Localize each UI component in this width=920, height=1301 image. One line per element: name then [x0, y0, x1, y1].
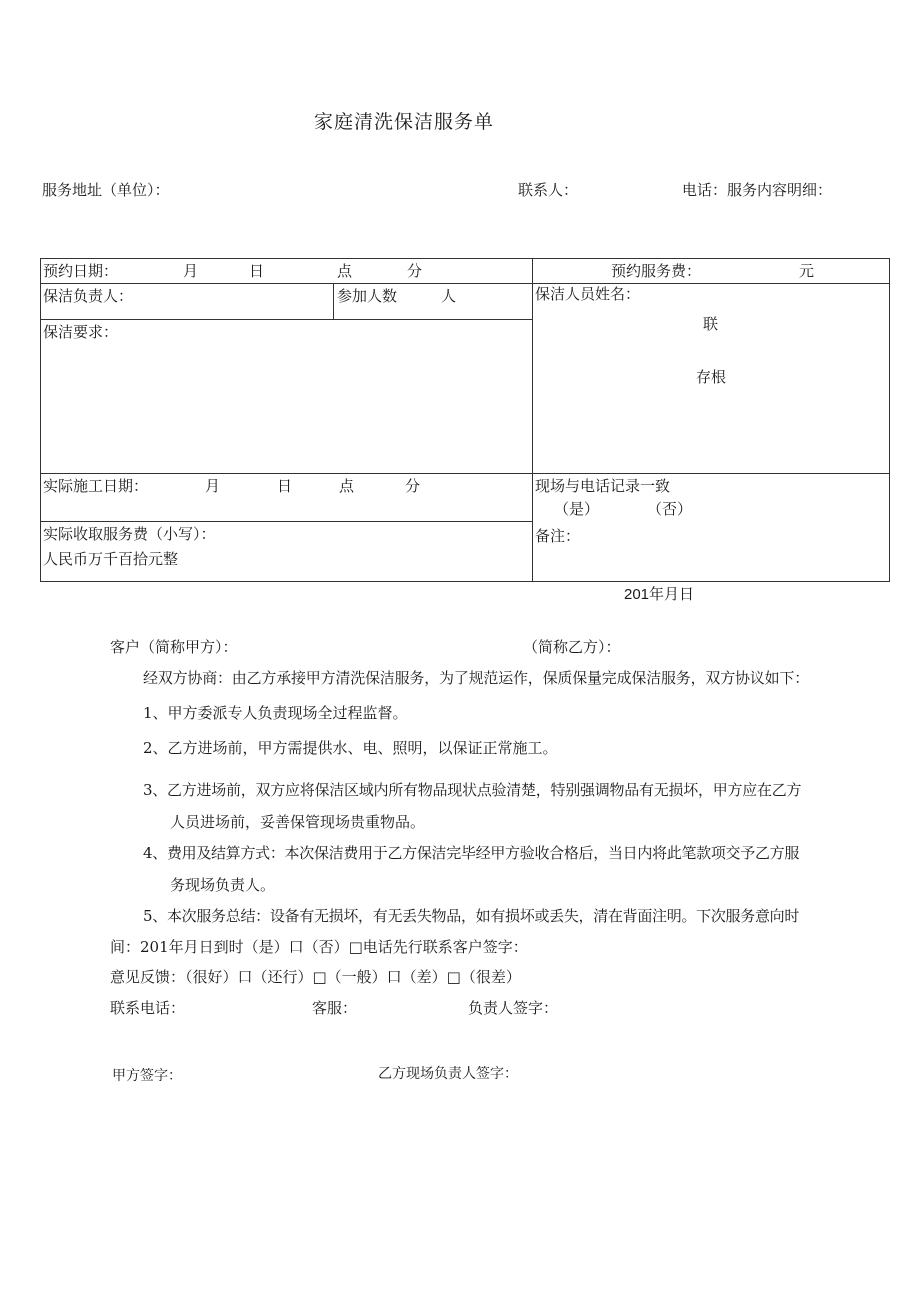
agreement-item-4-line-2: 务现场负责人。	[170, 876, 276, 894]
appointment-month: 月	[183, 262, 199, 280]
page-title: 家庭清洗保洁服务单	[314, 111, 495, 133]
participants-unit: 人	[441, 287, 457, 305]
actual-hour: 点	[339, 477, 355, 495]
consistency-no: （否）	[647, 500, 693, 518]
agreement-item-5-line-1: 5、本次服务总结：设备有无损坏，有无丢失物品，如有损坏或丢失，清在背面注明。下次服务意向时	[143, 907, 800, 925]
party-b-signature-label: 乙方现场负责人签字：	[378, 1066, 518, 1082]
stub-label: 存根	[696, 368, 727, 386]
agreement-item-4-line-1: 4、费用及结算方式：本次保洁费用于乙方保洁完毕经甲方验收合格后，当日内将此笔款项交予乙方服	[143, 844, 800, 862]
appointment-fee-label: 预约服务费：	[611, 262, 702, 280]
cleaning-requirements-label: 保洁要求：	[43, 323, 119, 341]
remarks-label: 备注：	[535, 527, 581, 545]
table-divider-row1	[41, 283, 890, 284]
table-divider-participants	[333, 283, 334, 319]
agreement-item-3-line-2: 人员进场前，妥善保管现场贵重物品。	[170, 813, 426, 831]
cleaning-leader-label: 保洁负责人：	[43, 287, 134, 305]
rmb-amount-line: 人民币万千百拾元整	[43, 550, 179, 568]
participants-label: 参加人数	[337, 287, 398, 305]
table-divider-vertical	[532, 259, 533, 582]
appointment-day: 日	[249, 262, 265, 280]
contact-phone-label: 联系电话：	[110, 999, 186, 1017]
appointment-date-label: 预约日期：	[43, 262, 119, 280]
feedback-line: 意见反馈：（很好）口（还行）□（一般）口（差）□（很差）	[110, 968, 521, 986]
party-a-label: 客户（简称甲方）：	[110, 638, 238, 656]
party-a-signature-label: 甲方签字：	[112, 1068, 182, 1084]
manager-sign-label: 负责人签字：	[468, 999, 559, 1017]
appointment-hour: 点	[337, 262, 353, 280]
actual-date-label: 实际施工日期：	[43, 477, 149, 495]
consistency-label: 现场与电话记录一致	[535, 477, 671, 495]
agreement-item-1: 1、甲方委派专人负责现场全过程监督。	[143, 704, 408, 722]
table-divider-row4	[41, 521, 532, 522]
customer-service-label: 客服：	[312, 999, 358, 1017]
appointment-fee-unit: 元	[799, 262, 815, 280]
table-divider-row2	[41, 319, 532, 320]
agreement-intro: 经双方协商：由乙方承接甲方清洗保洁服务，为了规范运作，保质保量完成保洁服务，双方协议如下：	[143, 669, 810, 687]
table-divider-row3	[41, 473, 890, 474]
copy-label: 联	[703, 315, 719, 333]
cleaning-staff-names-label: 保洁人员姓名：	[535, 285, 641, 303]
party-b-label: （简称乙方）：	[523, 638, 621, 656]
agreement-item-3-line-1: 3、乙方进场前，双方应将保洁区域内所有物品现状点验清楚，特别强调物品有无损坏，甲方应在乙方	[143, 781, 802, 799]
appointment-minute: 分	[407, 262, 423, 280]
phone-detail-label: 电话：服务内容明细：	[682, 181, 833, 199]
consistency-yes: （是）	[554, 500, 600, 518]
service-form-table	[40, 258, 890, 582]
actual-minute: 分	[405, 477, 421, 495]
actual-day: 日	[277, 477, 293, 495]
service-address-label: 服务地址（单位）：	[42, 181, 170, 199]
agreement-item-5-line-2: 间：201年月日到时（是）口（否）□电话先行联系客户签字：	[110, 938, 528, 956]
actual-month: 月	[205, 477, 221, 495]
contact-person-label: 联系人：	[518, 181, 579, 199]
date-line: 201年月日	[624, 586, 695, 603]
fee-charged-label: 实际收取服务费（小写）：	[43, 525, 216, 543]
agreement-item-2: 2、乙方进场前，甲方需提供水、电、照明，以保证正常施工。	[143, 739, 558, 757]
